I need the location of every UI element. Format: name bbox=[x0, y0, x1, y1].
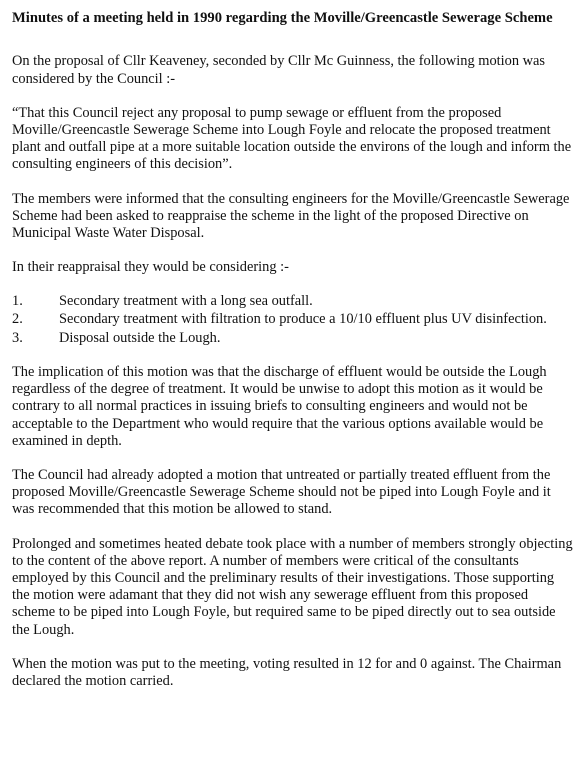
list-item-number: 1. bbox=[12, 293, 23, 310]
list-item-text: Secondary treatment with a long sea outfall. bbox=[59, 293, 313, 310]
options-list bbox=[12, 293, 574, 347]
list-item bbox=[12, 330, 574, 347]
list-item-text: Secondary treatment with filtration to produce a 10/10 effluent plus UV disinfection. bbox=[59, 310, 547, 327]
document-page bbox=[12, 10, 574, 707]
list-item bbox=[12, 311, 574, 328]
paragraph-debate: Prolonged and sometimes heated debate took place with a number of members strongly objecting to the content of the above report. A number of members were critical of the consultants employed by this Council and the preliminary results of their investigations. Those supporting the motion were adamant that they did not wish any sewerage effluent from this proposed scheme to be piped into Lough Foyle, but required same to be piped directly out to sea outside the Lough. bbox=[12, 535, 573, 638]
paragraph-proposal: On the proposal of Cllr Keaveney, seconded by Cllr Mc Guinness, the following motion was considered by the Council :- bbox=[12, 53, 546, 87]
paragraph-reappraisal-info: The members were informed that the consulting engineers for the Moville/Greencastle Sewerage Scheme had been asked to reappraise the scheme in the light of the proposed Directive on Municipal Waste Water Disposal. bbox=[12, 190, 570, 242]
list-item-text: Disposal outside the Lough. bbox=[59, 329, 221, 346]
list-item bbox=[12, 293, 574, 310]
list-item-number: 3. bbox=[12, 329, 23, 346]
paragraph-prior-motion: The Council had already adopted a motion that untreated or partially treated effluent from the proposed Moville/Greencastle Sewerage Scheme should not be piped into Lough Foyle and it was recommended that this motion be allowed to stand. bbox=[12, 467, 551, 518]
list-item-number: 2. bbox=[12, 310, 23, 327]
paragraph-vote-result: When the motion was put to the meeting, voting resulted in 12 for and 0 against. The Chairman declared the motion carried. bbox=[12, 655, 562, 690]
paragraph-considering: In their reappraisal they would be considering :- bbox=[12, 259, 289, 276]
document-title: Minutes of a meeting held in 1990 regarding the Moville/Greencastle Sewerage Scheme bbox=[12, 10, 553, 26]
paragraph-motion-quote: “That this Council reject any proposal to pump sewage or effluent from the proposed Moville/Greencastle Sewerage Scheme into Lough Foyle and relocate the proposed treatment plant and outfall pipe at a more suitable location outside the environs of the lough and inform the consulting engineers of this decision”. bbox=[12, 104, 572, 173]
paragraph-implication: The implication of this motion was that the discharge of effluent would be outside the Lough regardless of the degree of treatment. It would be unwise to adopt this motion as it would be contrary to all normal practices in issuing briefs to consulting engineers and would not be acceptable to the Department who would require that the various options available would be examined in depth. bbox=[12, 364, 547, 449]
